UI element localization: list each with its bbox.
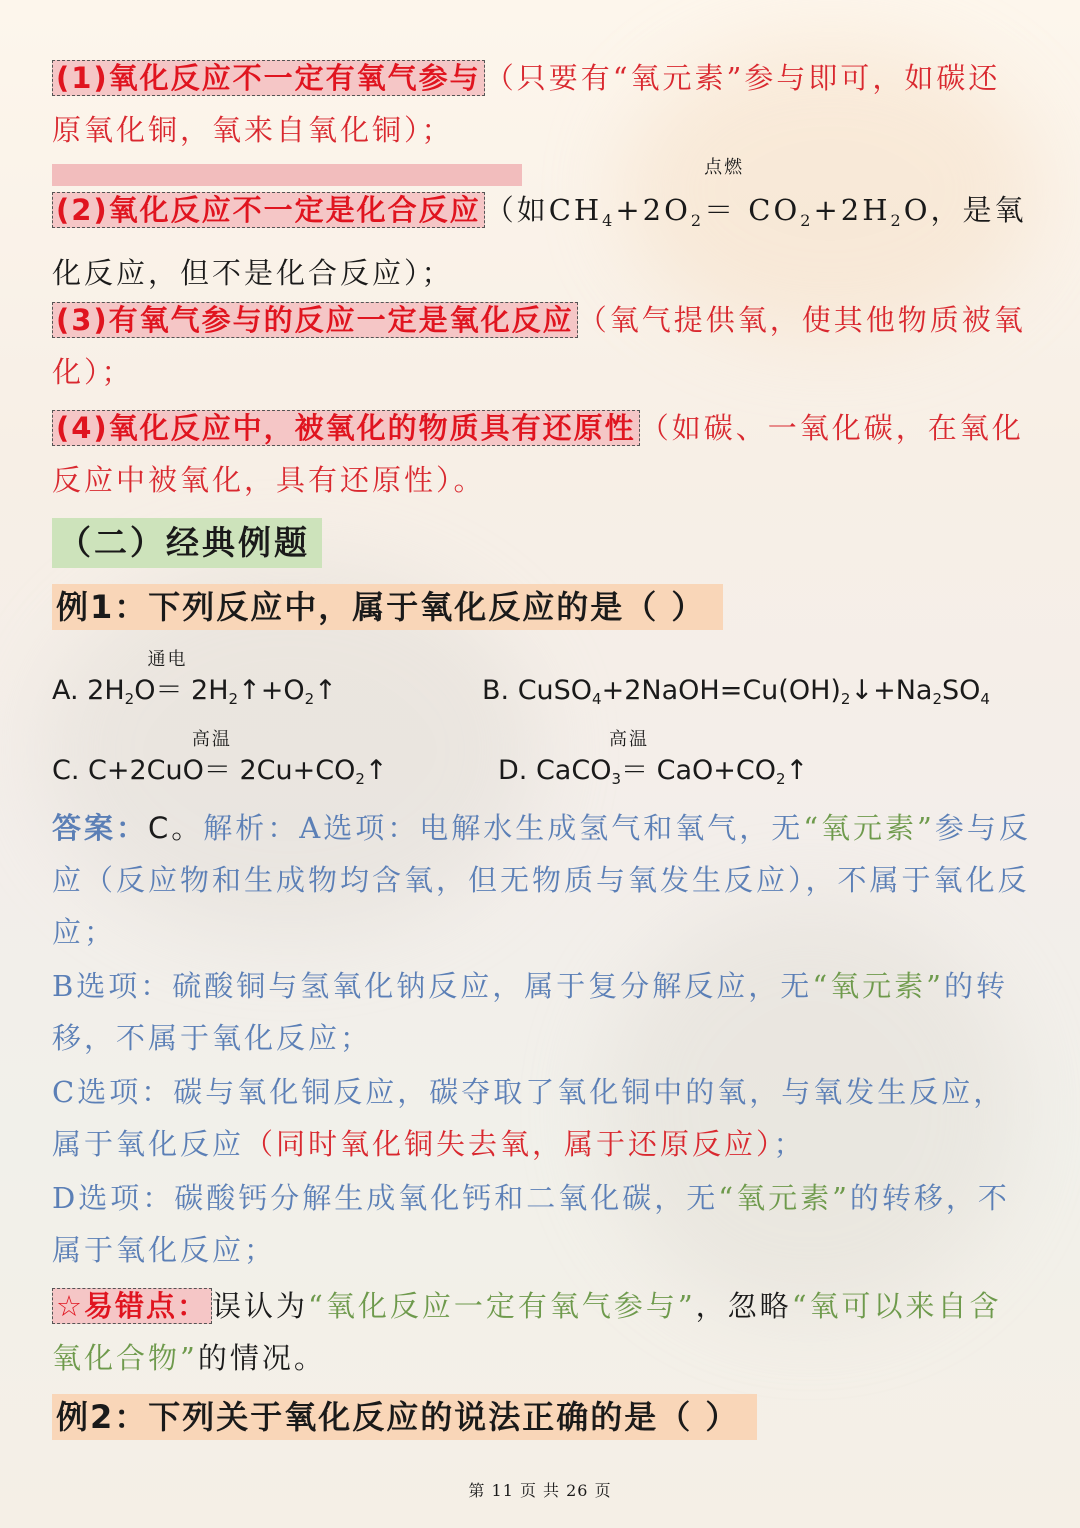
- mistake-label: ☆易错点：: [52, 1288, 212, 1324]
- formula-part: CO: [736, 193, 801, 227]
- reaction-condition: 高温: [609, 729, 650, 750]
- equals-sign: ＝: [203, 755, 231, 786]
- subscript: 4: [602, 211, 616, 230]
- analysis-a: [52, 802, 1032, 958]
- equals-sign: ＝: [704, 193, 737, 227]
- formula-part: 2Cu+CO: [230, 755, 356, 786]
- formula-part: ↑: [785, 755, 809, 786]
- highlight-point-2: (2)氧化反应不一定是化合反应: [52, 192, 485, 228]
- highlight-point-4: (4)氧化反应中，被氧化的物质具有还原性: [52, 410, 640, 446]
- formula-part: +2NaOH=Cu(OH): [601, 675, 841, 706]
- formula-part: B. CuSO: [482, 675, 593, 706]
- analysis-c-end: ；: [773, 1127, 806, 1161]
- subscript: 2: [890, 211, 904, 230]
- analysis-b-text: B选项：硫酸铜与氢氧化钠反应，属于复分解反应，无: [52, 969, 813, 1003]
- point-3-text: （氧气提供氧，使其他物质被氧化）；: [52, 303, 1026, 389]
- analysis-c-text: C选项：碳与氧化铜反应，碳夺取了氧化铜中的氧，与氧发生反应，属于氧化反应: [52, 1075, 1006, 1161]
- analysis-b-quote: “氧元素”: [812, 969, 944, 1003]
- analysis-d-text: D选项：碳酸钙分解生成氧化钙和二氧化碳，无: [52, 1181, 719, 1215]
- equation-sign: [704, 157, 745, 236]
- mistake-point: [52, 1280, 1032, 1384]
- equation-sign: [147, 649, 188, 708]
- analysis-b-rest: 的转移，不属于氧化反应；: [52, 969, 1008, 1055]
- subscript: 2: [932, 690, 942, 708]
- formula-part: D. CaCO: [498, 755, 612, 786]
- analysis-d-rest: 的转移，不属于氧化反应；: [52, 1181, 1010, 1267]
- option-b: [482, 674, 990, 716]
- subscript: 2: [840, 690, 851, 708]
- formula-part: SO: [942, 675, 981, 706]
- answer-value: C。: [148, 811, 204, 845]
- point-2-text: （如CH: [484, 193, 603, 227]
- paragraph-3: [52, 294, 1032, 398]
- paragraph-4: [52, 402, 1032, 506]
- analysis-d: [52, 1172, 1032, 1276]
- subscript: 2: [228, 690, 239, 708]
- formula-part: O: [134, 675, 156, 706]
- analysis-a-text: 解析：A选项：电解水生成氢气和氧气，无: [203, 811, 804, 845]
- decorative-bar: [52, 164, 522, 186]
- mistake-text: ，忽略: [695, 1289, 792, 1323]
- subscript: 2: [355, 770, 365, 788]
- formula-part: ↑: [314, 675, 337, 706]
- subscript: 4: [980, 690, 990, 708]
- equals-sign: ＝: [621, 755, 649, 786]
- formula-part: C. C+2CuO: [52, 755, 204, 786]
- formula-part: +2H: [813, 193, 891, 227]
- subscript: 2: [124, 690, 135, 708]
- analysis-a-quote: “氧元素”: [803, 811, 935, 845]
- subscript: 2: [690, 211, 705, 230]
- subscript: 2: [775, 770, 786, 788]
- highlight-point-1: (1)氧化反应不一定有氧气参与: [52, 60, 485, 96]
- subscript: 2: [800, 211, 814, 230]
- subscript: 4: [592, 690, 602, 708]
- option-c: [52, 729, 388, 796]
- section-title: （二）经典例题: [52, 518, 322, 568]
- analysis-d-quote: “氧元素”: [718, 1181, 850, 1215]
- analysis-c-note: （同时氧化铜失去氧，属于还原反应）: [244, 1127, 774, 1161]
- option-a: [52, 649, 337, 716]
- formula-part: CaO+CO: [648, 755, 776, 786]
- reaction-condition: 点燃: [704, 157, 745, 178]
- analysis-a-rest: 参与反应（反应物和生成物均含氧，但无物质与氧发生反应），不属于氧化反应；: [52, 811, 1031, 949]
- mistake-text: 误认为: [212, 1289, 309, 1323]
- highlight-point-3: (3)有氧气参与的反应一定是氧化反应: [52, 302, 578, 338]
- paragraph-1: [52, 52, 1032, 156]
- equals-sign: ＝: [155, 675, 183, 706]
- page-number: 第 11 页 共 26 页: [468, 1481, 612, 1500]
- formula-part: 2H: [182, 675, 229, 706]
- equation-sign: [191, 729, 232, 788]
- formula-part: ↓+Na: [850, 675, 933, 706]
- formula-part: ↑+O: [238, 675, 305, 706]
- reaction-condition: 高温: [191, 729, 232, 750]
- formula-part: A. 2H: [52, 675, 125, 706]
- analysis-c: [52, 1066, 1032, 1170]
- paragraph-2: [52, 157, 1032, 299]
- mistake-text: 的情况。: [197, 1341, 326, 1375]
- formula-part: ↑: [364, 755, 388, 786]
- formula-part: +2O: [615, 193, 691, 227]
- reaction-condition: 通电: [147, 649, 188, 670]
- example-2-title: 例2：下列关于氧化反应的说法正确的是（ ）: [52, 1394, 757, 1440]
- analysis-b: [52, 960, 1032, 1064]
- mistake-quote-2: “氧可以来自含氧化合物”: [52, 1289, 1002, 1375]
- mistake-quote-1: “氧化反应一定有氧气参与”: [308, 1289, 696, 1323]
- subscript: 2: [304, 690, 315, 708]
- point-1-text: （只要有“氧元素”参与即可，如碳还原氧化铜，氧来自氧化铜）；: [52, 61, 1001, 147]
- example-1-title: 例1：下列反应中，属于氧化反应的是（ ）: [52, 584, 723, 630]
- point-4-text: （如碳、一氧化碳，在氧化反应中被氧化，具有还原性）。: [52, 411, 1024, 497]
- answer-label: 答案：: [52, 811, 149, 845]
- equation-sign: [609, 729, 650, 788]
- subscript: 3: [611, 770, 622, 788]
- option-d: [498, 729, 809, 796]
- formula-part: O，是氧化反应，但不是化合反应）；: [52, 193, 1027, 290]
